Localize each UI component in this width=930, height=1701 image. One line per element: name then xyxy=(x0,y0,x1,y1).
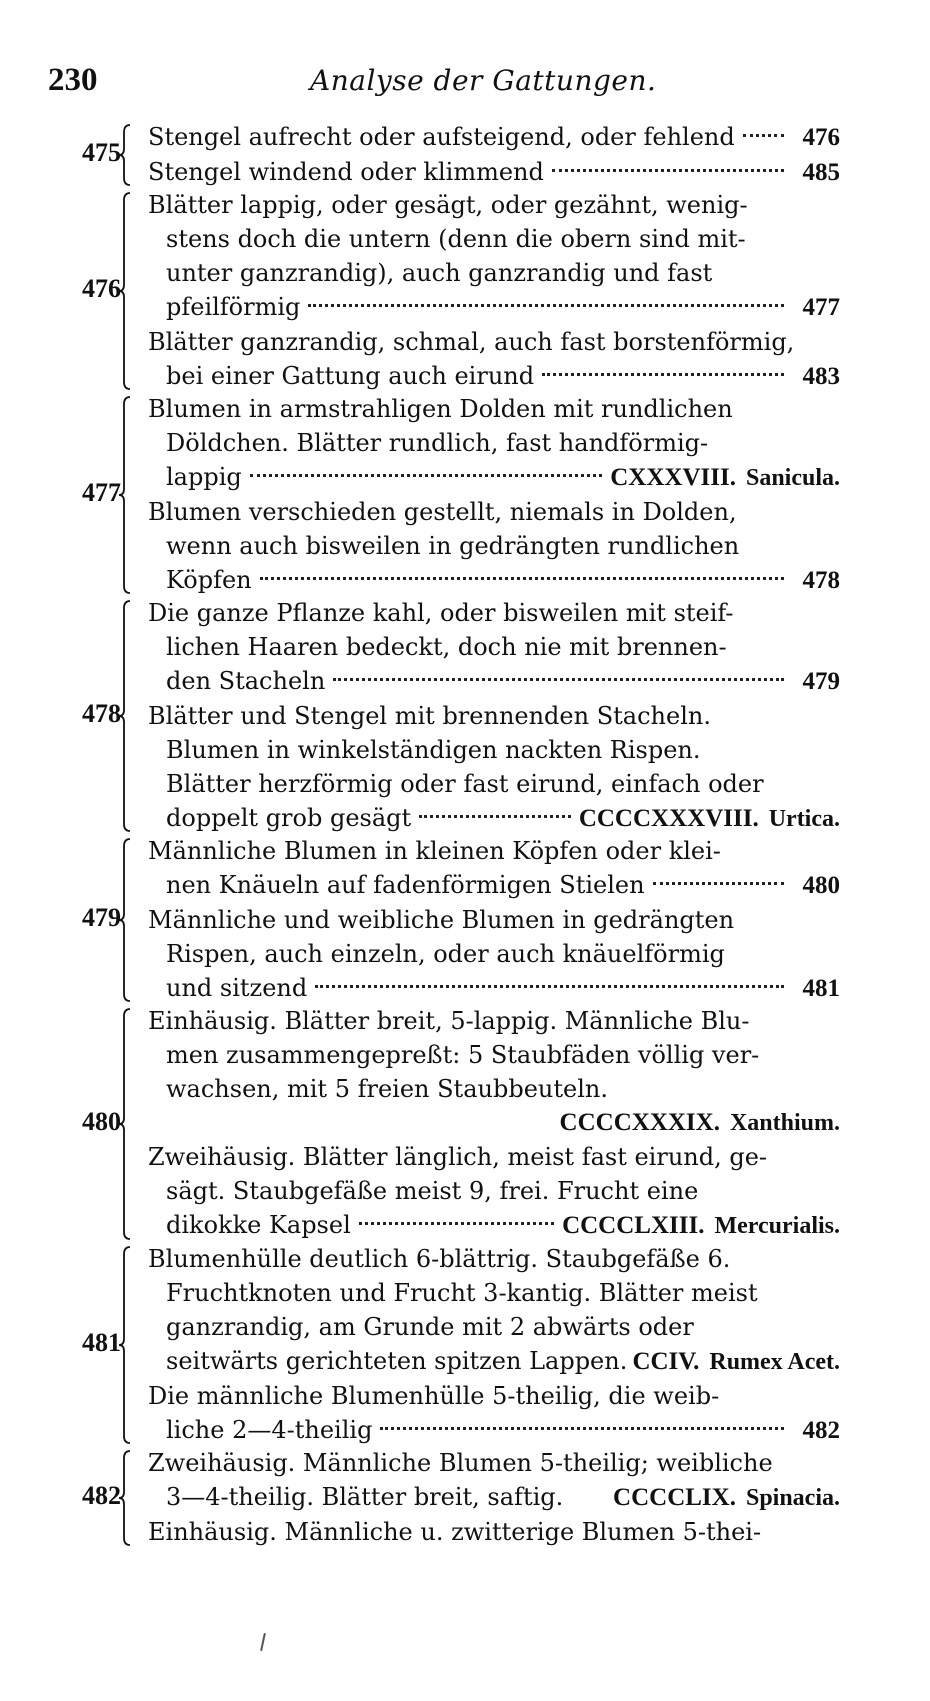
key-couplet xyxy=(0,1004,930,1242)
key-line-continuation xyxy=(148,1480,840,1515)
dot-leader xyxy=(552,169,784,172)
key-line-continuation xyxy=(148,1276,840,1310)
key-line-continuation xyxy=(148,222,840,256)
couplet-number: 478 xyxy=(82,699,121,728)
key-line-continuation xyxy=(148,529,840,563)
genus-numeral: CXXXVIII. xyxy=(610,464,736,491)
lead-text: Blumen in armstrahligen Dolden mit rundlichen xyxy=(148,395,733,423)
key-couplet xyxy=(0,834,930,1004)
key-lead-line xyxy=(148,596,840,630)
key-line-continuation xyxy=(148,801,840,836)
genus-name: Urtica. xyxy=(768,806,840,832)
genus-name: Sanicula. xyxy=(745,465,840,491)
lead-text: und sitzend xyxy=(166,974,308,1002)
reference-number[interactable]: 481 xyxy=(802,975,840,1002)
key-lead-line xyxy=(148,1379,840,1413)
key-line-continuation xyxy=(148,1344,840,1379)
key-line-continuation xyxy=(148,1310,840,1344)
key-line-continuation xyxy=(148,1413,840,1448)
key-line-continuation xyxy=(148,256,840,290)
lead-text: Blätter ganzrandig, schmal, auch fast borstenförmig, xyxy=(148,328,795,356)
lead-text: Einhäusig. Blätter breit, 5-lappig. Männliche Blu- xyxy=(148,1007,750,1035)
lead-text: Zweihäusig. Blätter länglich, meist fast eirund, ge- xyxy=(148,1143,768,1171)
key-line-continuation xyxy=(148,937,840,971)
identification-key xyxy=(0,120,930,1548)
genus-numeral: CCCCLIX. xyxy=(613,1484,736,1511)
key-line-continuation xyxy=(148,971,840,1006)
key-lead-line xyxy=(148,325,840,359)
key-line-continuation xyxy=(148,460,840,495)
lead-text: 3—4-theilig. Blätter breit, saftig. xyxy=(166,1483,564,1511)
key-lead-line xyxy=(148,188,840,222)
key-lead-line xyxy=(148,392,840,426)
key-lead-line xyxy=(148,699,840,733)
couplet-number: 480 xyxy=(82,1107,121,1136)
key-lead-line xyxy=(148,1515,840,1549)
lead-text: Blätter lappig, oder gesägt, oder gezähnt, wenig- xyxy=(148,191,748,219)
key-line-continuation xyxy=(148,1072,840,1106)
lead-text: Blumenhülle deutlich 6-blättrig. Staubgefäße 6. xyxy=(148,1245,731,1273)
genus-name: Rumex Acet. xyxy=(709,1349,840,1375)
dot-leader xyxy=(380,1427,784,1430)
genus-numeral: CCCCXXXVIII. xyxy=(578,805,759,832)
couplet-number: 482 xyxy=(82,1481,121,1510)
key-line-continuation xyxy=(148,290,840,325)
dot-leader xyxy=(419,815,571,818)
key-couplet xyxy=(0,188,930,392)
genus-name: Xanthium. xyxy=(729,1110,840,1136)
reference-number[interactable]: 478 xyxy=(802,567,840,594)
lead-text: Zweihäusig. Männliche Blumen 5-theilig; weibliche xyxy=(148,1449,773,1477)
lead-text: doppelt grob gesägt xyxy=(166,804,412,832)
lead-text: Blätter und Stengel mit brennenden Stacheln. xyxy=(148,702,711,730)
dot-leader xyxy=(653,882,784,885)
key-couplet xyxy=(0,120,930,188)
paper-mark xyxy=(260,1633,266,1651)
page-header xyxy=(48,62,840,102)
genus-name: Spinacia. xyxy=(745,1485,840,1511)
lead-text: Blätter herzförmig oder fast eirund, einfach oder xyxy=(166,770,764,798)
dot-leader xyxy=(333,678,784,681)
key-line-continuation xyxy=(148,1174,840,1208)
key-couplet xyxy=(0,596,930,834)
genus-numeral: CCIV. xyxy=(632,1348,700,1375)
dot-leader xyxy=(308,304,784,307)
lead-text: pfeilförmig xyxy=(166,293,301,321)
genus-numeral: CCCCLXIII. xyxy=(562,1212,705,1239)
couplet-number: 476 xyxy=(82,274,121,303)
lead-text: Döldchen. Blätter rundlich, fast handförmig- xyxy=(166,429,709,457)
reference-number[interactable]: 485 xyxy=(802,159,840,186)
genus-numeral: CCCCXXXIX. xyxy=(559,1109,720,1136)
key-line-continuation xyxy=(148,630,840,664)
lead-text: den Stacheln xyxy=(166,667,326,695)
reference-number[interactable]: 479 xyxy=(802,668,840,695)
lead-text: Die männliche Blumenhülle 5-theilig, die weib- xyxy=(148,1382,720,1410)
key-lead-line xyxy=(148,1242,840,1276)
key-couplet xyxy=(0,392,930,596)
lead-text: wenn auch bisweilen in gedrängten rundlichen xyxy=(166,532,740,560)
key-lead-line xyxy=(148,834,840,868)
genus-name: Mercurialis. xyxy=(714,1213,840,1239)
page-number: 230 xyxy=(48,62,98,98)
lead-text: dikokke Kapsel xyxy=(166,1211,351,1239)
lead-text: Die ganze Pflanze kahl, oder bisweilen mit steif- xyxy=(148,599,734,627)
couplet-number: 481 xyxy=(82,1328,121,1357)
reference-number[interactable]: 476 xyxy=(802,124,840,151)
lead-text: Stengel aufrecht oder aufsteigend, oder fehlend xyxy=(148,123,735,151)
lead-text: nen Knäueln auf fadenförmigen Stielen xyxy=(166,871,645,899)
running-head: Analyse der Gattungen. xyxy=(310,64,657,97)
lead-text: Blumen verschieden gestellt, niemals in Dolden, xyxy=(148,498,737,526)
lead-text: lappig xyxy=(166,463,242,491)
lead-text: men zusammengepreßt: 5 Staubfäden völlig ver- xyxy=(166,1041,760,1069)
key-line-continuation xyxy=(148,868,840,903)
lead-text: Köpfen xyxy=(166,566,252,594)
key-line-continuation xyxy=(148,733,840,767)
key-line-continuation xyxy=(148,1106,840,1140)
couplet-number: 479 xyxy=(82,903,121,932)
dot-leader xyxy=(315,985,784,988)
reference-number[interactable]: 477 xyxy=(802,294,840,321)
key-lead-line xyxy=(148,120,840,155)
reference-number[interactable]: 483 xyxy=(802,363,840,390)
lead-text: unter ganzrandig), auch ganzrandig und fast xyxy=(166,259,713,287)
key-couplet xyxy=(0,1446,930,1548)
lead-text: liche 2—4-theilig xyxy=(166,1416,373,1444)
dot-leader xyxy=(250,474,603,477)
lead-text: bei einer Gattung auch eirund xyxy=(166,362,535,390)
reference-number[interactable]: 482 xyxy=(802,1417,840,1444)
dot-leader xyxy=(743,134,784,137)
lead-text: wachsen, mit 5 freien Staubbeuteln. xyxy=(166,1075,608,1103)
key-lead-line xyxy=(148,1446,840,1480)
lead-text: seitwärts gerichteten spitzen Lappen. xyxy=(166,1347,628,1375)
lead-text: Männliche Blumen in kleinen Köpfen oder klei- xyxy=(148,837,721,865)
couplet-number: 477 xyxy=(82,478,121,507)
lead-text: ganzrandig, am Grunde mit 2 abwärts oder xyxy=(166,1313,694,1341)
key-lead-line xyxy=(148,1004,840,1038)
key-couplet xyxy=(0,1242,930,1446)
dot-leader xyxy=(542,373,784,376)
lead-text: Blumen in winkelständigen nackten Rispen. xyxy=(166,736,701,764)
key-line-continuation xyxy=(148,1038,840,1072)
lead-text: Einhäusig. Männliche u. zwitterige Blumen 5-thei- xyxy=(148,1518,762,1546)
dot-leader xyxy=(359,1222,554,1225)
lead-text: sägt. Staubgefäße meist 9, frei. Frucht eine xyxy=(166,1177,699,1205)
key-line-continuation xyxy=(148,767,840,801)
key-lead-line xyxy=(148,903,840,937)
key-line-continuation xyxy=(148,359,840,394)
lead-text: Rispen, auch einzeln, oder auch knäuelförmig xyxy=(166,940,725,968)
lead-text: stens doch die untern (denn die obern sind mit- xyxy=(166,225,746,253)
key-line-continuation xyxy=(148,563,840,598)
key-line-continuation xyxy=(148,664,840,699)
key-line-continuation xyxy=(148,1208,840,1243)
key-lead-line xyxy=(148,1140,840,1174)
lead-text: Stengel windend oder klimmend xyxy=(148,158,544,186)
key-lead-line xyxy=(148,155,840,190)
key-line-continuation xyxy=(148,426,840,460)
reference-number[interactable]: 480 xyxy=(802,872,840,899)
couplet-number: 475 xyxy=(82,138,121,167)
lead-text: lichen Haaren bedeckt, doch nie mit brennen- xyxy=(166,633,727,661)
lead-text: Männliche und weibliche Blumen in gedrängten xyxy=(148,906,735,934)
lead-text: Fruchtknoten und Frucht 3-kantig. Blätter meist xyxy=(166,1279,758,1307)
key-lead-line xyxy=(148,495,840,529)
dot-leader xyxy=(260,577,784,580)
